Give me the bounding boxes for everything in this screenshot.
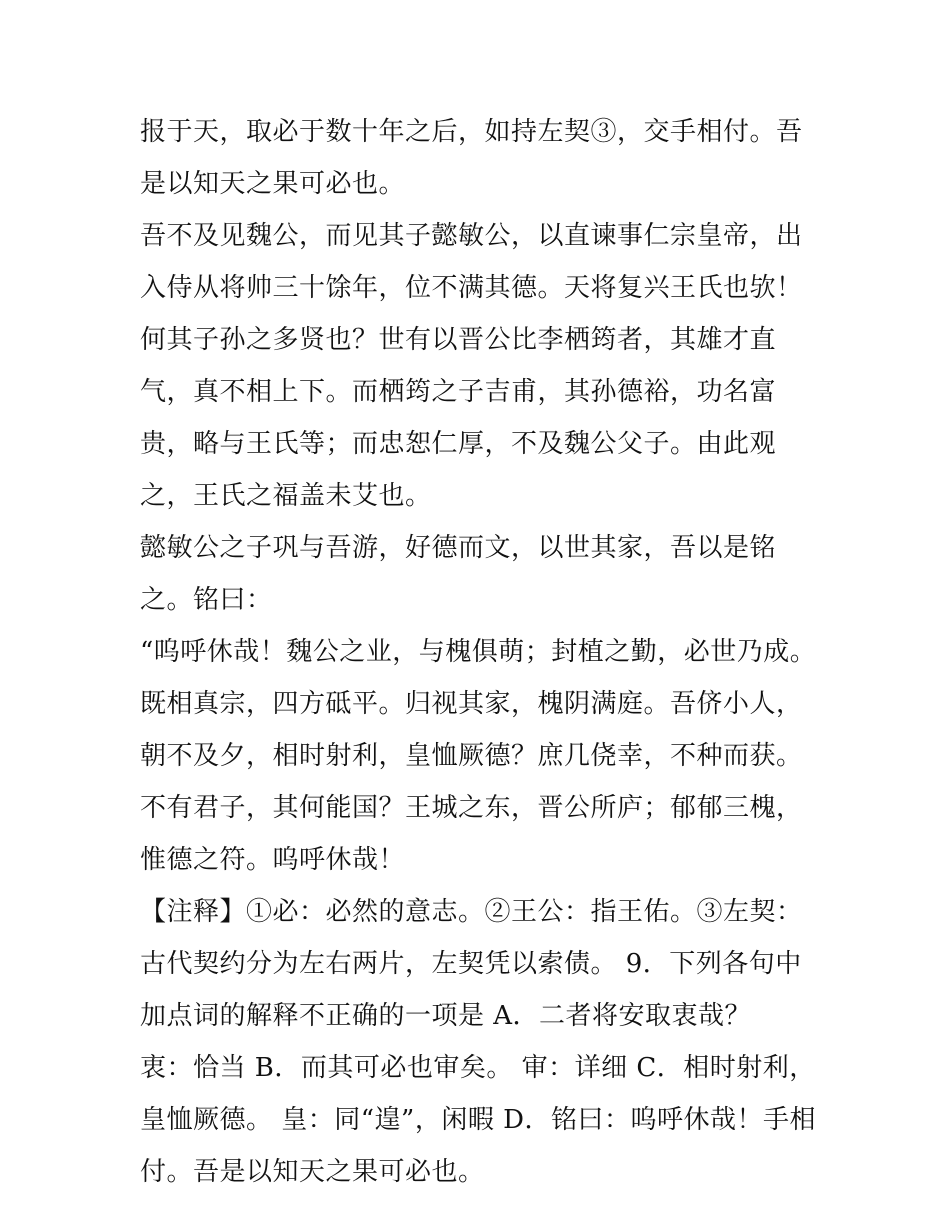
paragraph-2: 吾不及见魏公，而见其子懿敏公，以直谏事仁宗皇帝，出入侍从将帅三十馀年，位不满其德。天将复兴王氏也欤！何其子孙之多贤也？世有以晋公比李栖筠者，其雄才直气，真不相上下。而栖筠之子吉甫，其孙德裕，功名富贵，略与王氏等；而忠恕仁厚，不及魏公父子。由此观之，王氏之福盖未艾也。 (140, 221, 803, 511)
paragraph-5-notes-question: 【注释】①必：必然的意志。②王公：指王佑。③左契：古代契约分为左右两片，左契凭以索债。 9．下列各句中加点词的解释不正确的一项是 A．二者将安取衷哉？ (140, 897, 803, 1031)
article-text (140, 106, 820, 1198)
paragraph-6-options: 衷：恰当 B．而其可必也审矣。 审：详细 C．相时射利，皇恤厥德。 皇：同“遑”，闲暇 D．铭曰：呜呼休哉！手相付。吾是以知天之果可必也。 (140, 1053, 816, 1187)
paragraph-1: 报于天，取必于数十年之后，如持左契③，交手相付。吾是以知天之果可必也。 (140, 117, 803, 199)
paragraph-3: 懿敏公之子巩与吾游，好德而文，以世其家，吾以是铭之。铭曰： (140, 533, 777, 615)
paragraph-4-inscription: “呜呼休哉！魏公之业，与槐俱萌；封植之勤，必世乃成。既相真宗，四方砥平。归视其家，槐阴满庭。吾侪小人，朝不及夕，相时射利，皇恤厥德？庶几侥幸，不种而获。不有君子，其何能国？王城之东，晋公所庐；郁郁三槐，惟德之符。呜呼休哉！ (140, 637, 817, 875)
